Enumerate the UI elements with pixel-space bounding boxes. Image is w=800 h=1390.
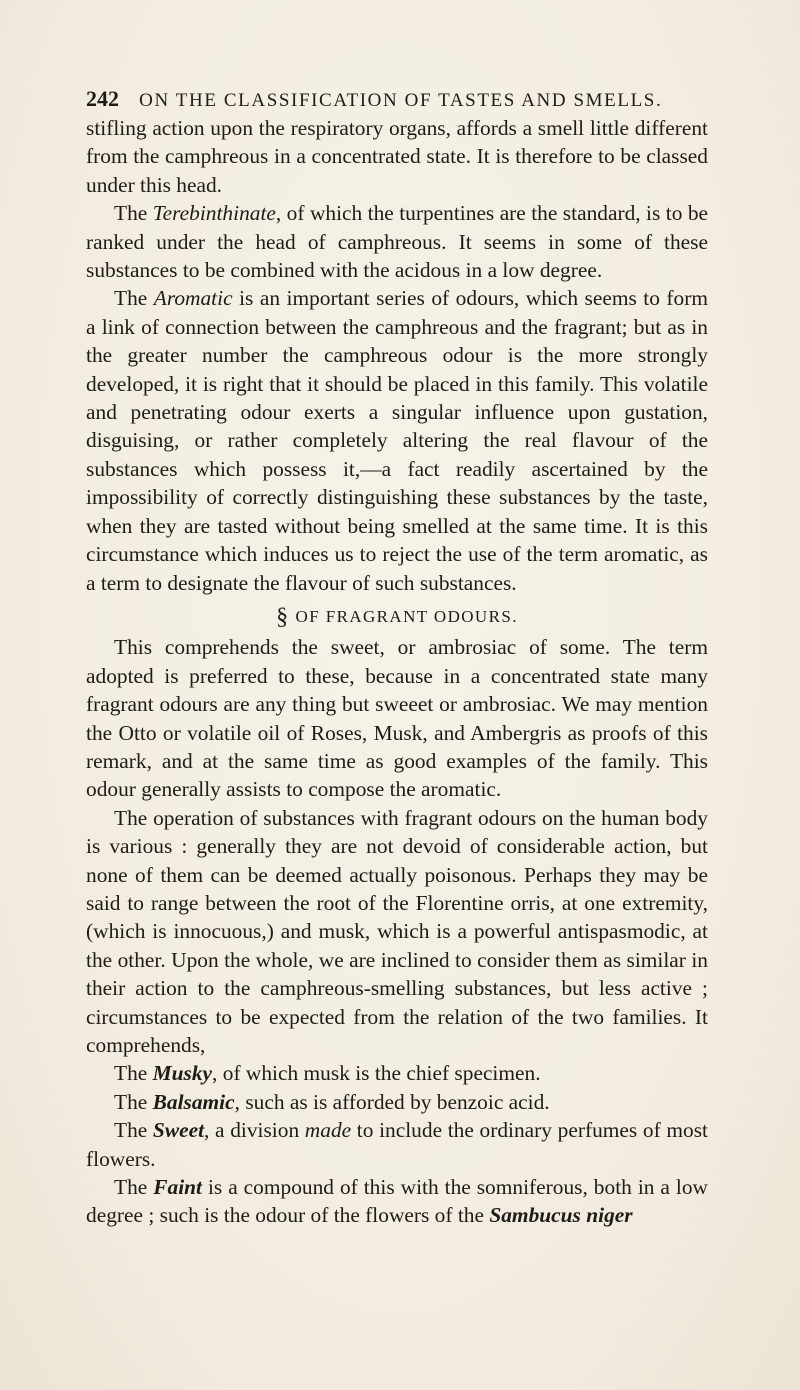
section-symbol: § [276,603,290,630]
text-run: The [114,1089,153,1114]
paragraph-text: The operation of substances with fragrant odours on the human body is various : generally they are not devoid of considerable action, but none of them can be deemed actually poisonous. Perhaps they may be said to range between the root of the Florentine orris, at one extremity, (which is innocuous,) and musk, which is a powerful antispasmodic, at the other. Upon the whole, we are inclined to consider them as similar in their action to the camphreous-smelling substances, but less active ; circumstances to be expected from the relation of the two families. It comprehends, [86,805,708,1057]
paragraph-text: stifling action upon the respiratory organs, affords a smell little different from the camphreous in a concentrated state. It is therefore to be classed under this head. [86,116,708,197]
body-text [86,114,708,1230]
text-run: , of which musk is the chief specimen. [212,1061,541,1086]
term-terebinthinate: Terebinthinate [152,201,276,226]
term-aromatic: Aromatic [153,286,233,311]
paragraph-aromatic [86,284,708,596]
text-run: The [114,1175,154,1200]
section-title: OF FRAGRANT ODOURS. [295,606,518,626]
paragraph-faint [86,1173,708,1230]
text-run: The [114,286,154,311]
running-head: ON THE CLASSIFICATION OF TASTES AND SMELLS. [139,90,663,111]
page-header [86,86,706,116]
paragraph-fragrant-operation [86,804,708,1060]
term-balsamic: Balsamic [152,1089,235,1114]
text-run: , a division [204,1118,305,1143]
text-run: to include the ordinary perfumes of most flowers. [86,1118,708,1171]
word-made: made [304,1118,352,1143]
paragraph-sweet [86,1116,708,1173]
paragraph-fragrant-definition [86,633,708,803]
text-run: , of which the turpentines are the standard, is to be ranked under the head of camphreous. It seems in some of these substances to be combined with the acidous in a low degree. [86,201,709,283]
paragraph-musky [86,1059,708,1087]
species-sambucus-niger: Sambucus niger [489,1203,633,1228]
text-run: The [114,1061,153,1086]
paragraph-text: This comprehends the sweet, or ambrosiac of some. The term adopted is preferred to these, because in a concentrated state many fragrant odours are any thing but sweeet or ambrosiac. We may mention the Otto or volatile oil of Roses, Musk, and Ambergris as proofs of this remark, and at the same time as good examples of the family. This odour generally assists to compose the aromatic. [86,635,708,802]
text-run: is a compound of this with the somniferous, both in a low degree ; such is the odour of the flowers of the [86,1175,708,1228]
text-run: , such as is afforded by benzoic acid. [234,1089,550,1114]
text-run: The [114,1118,153,1143]
text-run: is an important series of odours, which seems to form a link of connection between the camphreous and the fragrant; but as in the greater number the camphreous odour is the more strongly developed, it is right that it should be placed in this family. This volatile and penetrating odour exerts a singular influence upon gustation, disguising, or rather completely altering the real flavour of the substances which possess it,—a fact readily ascertained by the impossibility of correctly distinguishing these substances by the taste, when they are tasted without being smelled at the same time. It is this circumstance which induces us to reject the use of the term aromatic, as a term to designate the flavour of such substances. [86,286,708,595]
section-heading-fragrant-odours [86,603,708,631]
paragraph-balsamic [86,1088,708,1116]
term-sweet: Sweet [152,1118,205,1143]
page-number: 242 [86,86,119,111]
paragraph-terebinthinate [86,199,708,284]
text-run: The [114,201,153,226]
term-faint: Faint [153,1175,202,1200]
paragraph-camphreous-continuation [86,114,708,199]
term-musky: Musky [152,1061,213,1086]
